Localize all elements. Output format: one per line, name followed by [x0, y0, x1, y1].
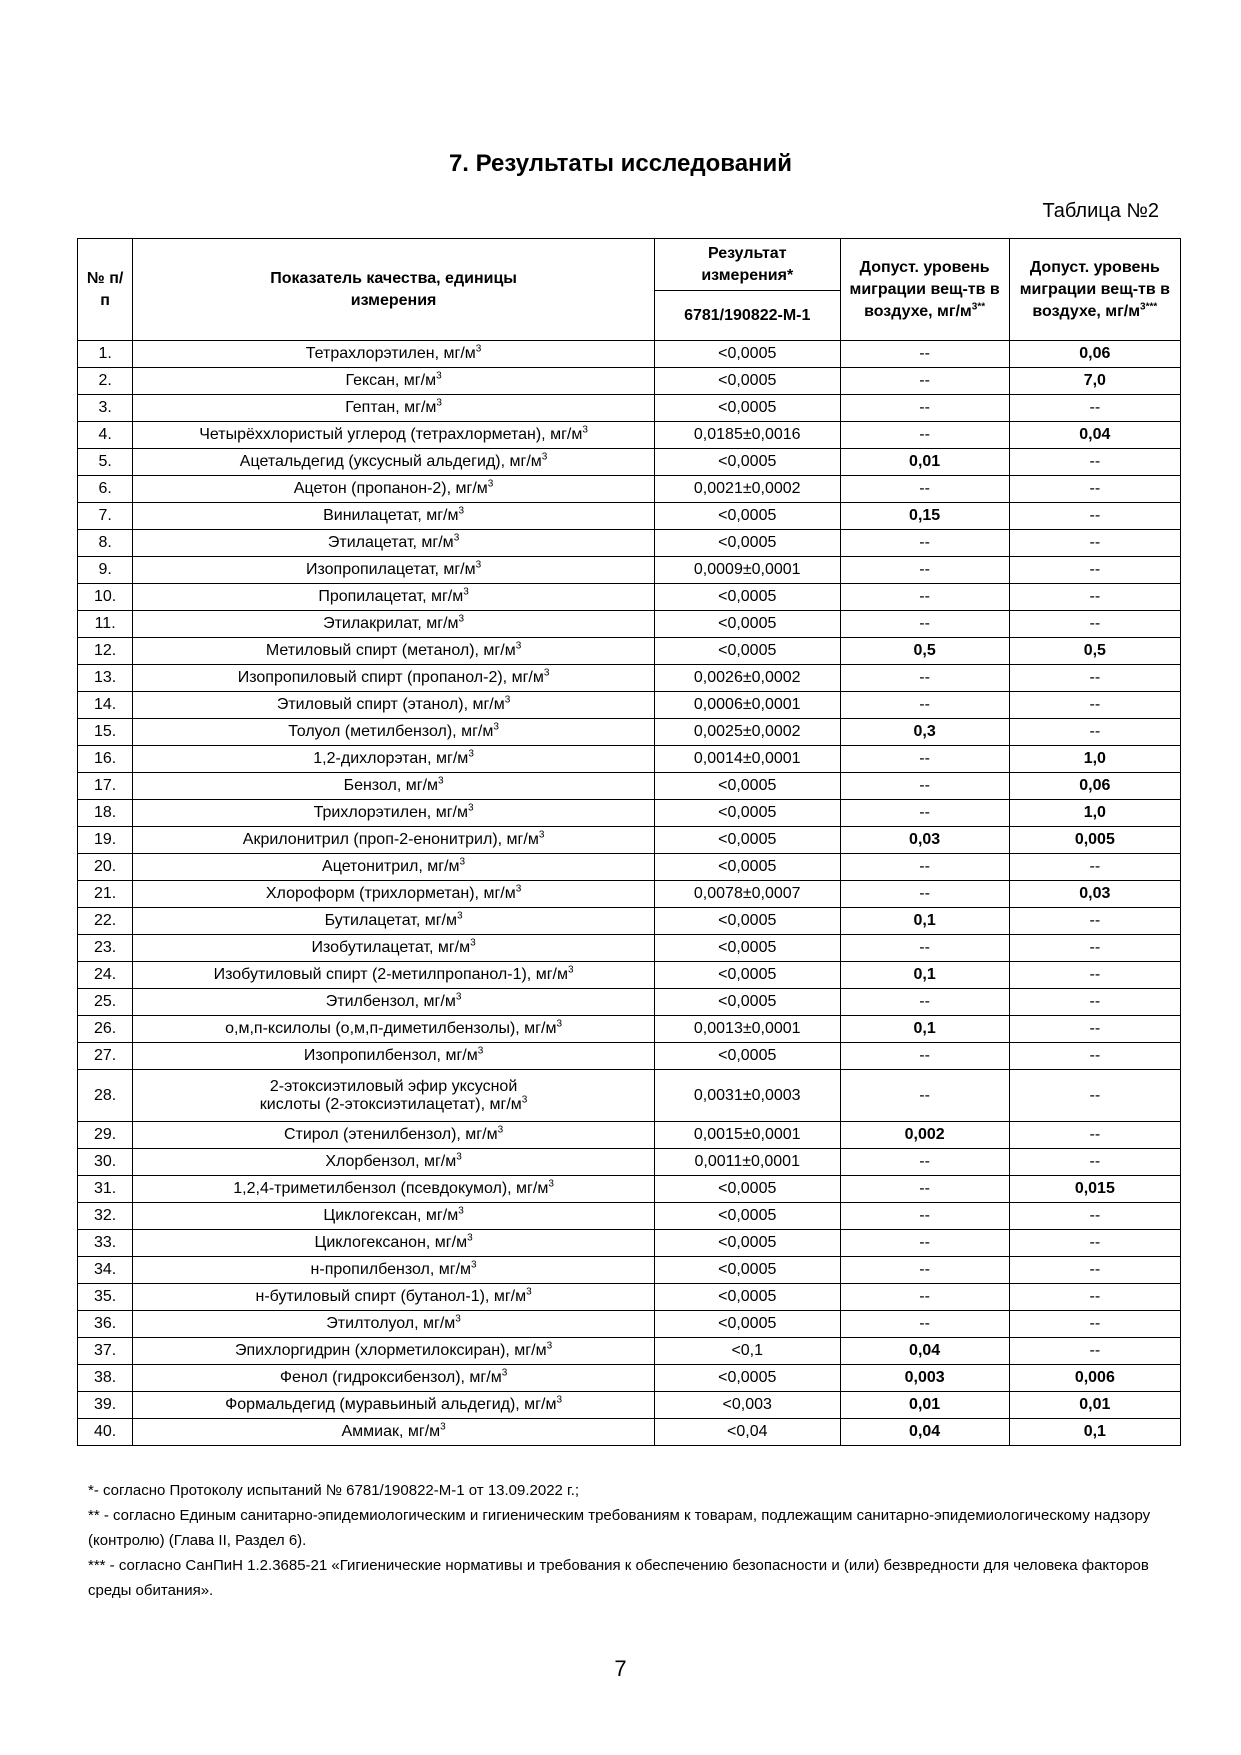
row-air-level: --	[840, 476, 1009, 503]
row-indicator: Тетрахлорэтилен, $мг/м^3$	[133, 341, 655, 368]
row-number: 35.	[78, 1284, 133, 1311]
row-air-level: --	[840, 422, 1009, 449]
row-air-level-2: --	[1009, 1311, 1180, 1338]
row-air-level-2: --	[1009, 1122, 1180, 1149]
row-number: 5.	[78, 449, 133, 476]
row-number: 16.	[78, 746, 133, 773]
row-result: <0,0005	[654, 935, 840, 962]
table-row	[78, 692, 1181, 719]
row-number: 38.	[78, 1365, 133, 1392]
table-row	[78, 422, 1181, 449]
row-indicator: Изобутиловый спирт (2-метилпропанол-1), $мг/м^3$	[133, 962, 655, 989]
row-air-level: 0,5	[840, 638, 1009, 665]
row-number: 30.	[78, 1149, 133, 1176]
row-number: 9.	[78, 557, 133, 584]
row-indicator: Винилацетат, $мг/м^3$	[133, 503, 655, 530]
row-result: <0,0005	[654, 395, 840, 422]
row-air-level: 0,04	[840, 1338, 1009, 1365]
row-indicator: Этилацетат, $мг/м^3$	[133, 530, 655, 557]
row-air-level: --	[840, 1149, 1009, 1176]
row-air-level-2: --	[1009, 692, 1180, 719]
row-air-level-2: --	[1009, 530, 1180, 557]
row-air-level: 0,04	[840, 1419, 1009, 1446]
row-air-level: --	[840, 530, 1009, 557]
row-number: 36.	[78, 1311, 133, 1338]
row-air-level: 0,01	[840, 1392, 1009, 1419]
row-air-level-2: --	[1009, 1257, 1180, 1284]
row-air-level: --	[840, 368, 1009, 395]
row-indicator: Изопропиловый спирт (пропанол-2), $мг/м^3$	[133, 665, 655, 692]
row-air-level: 0,3	[840, 719, 1009, 746]
row-result: <0,0005	[654, 800, 840, 827]
row-indicator: н-бутиловый спирт (бутанол-1), $мг/м^3$	[133, 1284, 655, 1311]
row-indicator: Изопропилацетат, $мг/м^3$	[133, 557, 655, 584]
row-number: 37.	[78, 1338, 133, 1365]
row-air-level-2: --	[1009, 989, 1180, 1016]
row-result: 0,0006±0,0001	[654, 692, 840, 719]
row-result: <0,0005	[654, 1311, 840, 1338]
row-number: 12.	[78, 638, 133, 665]
row-result: 0,0014±0,0001	[654, 746, 840, 773]
row-air-level: 0,03	[840, 827, 1009, 854]
row-indicator: 1,2-дихлорэтан, $мг/м^3$	[133, 746, 655, 773]
row-air-level-2: --	[1009, 665, 1180, 692]
row-number: 28.	[78, 1070, 133, 1122]
row-result: 0,0021±0,0002	[654, 476, 840, 503]
row-number: 11.	[78, 611, 133, 638]
table-row	[78, 773, 1181, 800]
footnotes	[88, 1478, 1178, 1603]
table-row	[78, 1392, 1181, 1419]
row-air-level-2: --	[1009, 962, 1180, 989]
row-air-level-2: --	[1009, 611, 1180, 638]
row-air-level: --	[840, 1311, 1009, 1338]
row-air-level: --	[840, 1176, 1009, 1203]
row-result: <0,0005	[654, 1365, 840, 1392]
row-air-level: --	[840, 1284, 1009, 1311]
row-result: <0,0005	[654, 854, 840, 881]
table-row	[78, 449, 1181, 476]
row-result: <0,0005	[654, 962, 840, 989]
row-result: <0,0005	[654, 773, 840, 800]
row-indicator: Циклогексан, $мг/м^3$	[133, 1203, 655, 1230]
row-number: 7.	[78, 503, 133, 530]
row-air-level-2: --	[1009, 908, 1180, 935]
row-indicator: Гексан, $мг/м^3$	[133, 368, 655, 395]
row-indicator: Ацетальдегид (уксусный альдегид), $мг/м^3$	[133, 449, 655, 476]
table-row	[78, 1043, 1181, 1070]
row-number: 2.	[78, 368, 133, 395]
header-result: Результат измерения*	[654, 239, 840, 291]
row-result: <0,0005	[654, 368, 840, 395]
page-number: 7	[614, 1656, 627, 1681]
row-result: 0,0078±0,0007	[654, 881, 840, 908]
row-air-level: --	[840, 665, 1009, 692]
row-indicator: Ацетон (пропанон-2), $мг/м^3$	[133, 476, 655, 503]
table-row	[78, 530, 1181, 557]
row-number: 4.	[78, 422, 133, 449]
row-air-level-2: --	[1009, 557, 1180, 584]
row-air-level-2: --	[1009, 449, 1180, 476]
row-indicator: Бензол, $мг/м^3$	[133, 773, 655, 800]
row-air-level: --	[840, 557, 1009, 584]
row-air-level-2: --	[1009, 584, 1180, 611]
row-air-level: --	[840, 935, 1009, 962]
row-indicator: Хлорбензол, $мг/м^3$	[133, 1149, 655, 1176]
row-indicator: Эпихлоргидрин (хлорметилоксиран), $мг/м^3$	[133, 1338, 655, 1365]
row-number: 1.	[78, 341, 133, 368]
row-air-level: --	[840, 1043, 1009, 1070]
row-result: <0,04	[654, 1419, 840, 1446]
row-air-level: --	[840, 881, 1009, 908]
row-air-level-2: 1,0	[1009, 800, 1180, 827]
row-indicator: Фенол (гидроксибензол), $мг/м^3$	[133, 1365, 655, 1392]
table-row	[78, 665, 1181, 692]
row-result: <0,0005	[654, 611, 840, 638]
row-indicator: о,м,п-ксилолы (о,м,п-диметилбензолы), $мг/м^3$	[133, 1016, 655, 1043]
row-air-level-2: --	[1009, 719, 1180, 746]
row-result: <0,0005	[654, 1203, 840, 1230]
row-result: 0,0025±0,0002	[654, 719, 840, 746]
row-indicator: Трихлорэтилен, $мг/м^3$	[133, 800, 655, 827]
row-number: 8.	[78, 530, 133, 557]
row-result: <0,1	[654, 1338, 840, 1365]
row-air-level-2: 0,5	[1009, 638, 1180, 665]
row-number: 3.	[78, 395, 133, 422]
row-air-level: 0,003	[840, 1365, 1009, 1392]
row-air-level-2: 0,06	[1009, 773, 1180, 800]
row-result: <0,0005	[654, 584, 840, 611]
table-row	[78, 935, 1181, 962]
table-row	[78, 1257, 1181, 1284]
row-indicator: Стирол (этенилбензол), $мг/м^3$	[133, 1122, 655, 1149]
table-row	[78, 1149, 1181, 1176]
row-air-level-2: --	[1009, 1043, 1180, 1070]
row-number: 18.	[78, 800, 133, 827]
table-row	[78, 1016, 1181, 1043]
row-indicator: 2-этоксиэтиловый эфир уксусной кислоты (2-этоксиэтилацетат), $мг/м^3$	[133, 1070, 655, 1122]
row-number: 10.	[78, 584, 133, 611]
row-air-level-2: 0,03	[1009, 881, 1180, 908]
row-air-level: --	[840, 611, 1009, 638]
row-air-level-2: 0,1	[1009, 1419, 1180, 1446]
table-row	[78, 800, 1181, 827]
row-result: <0,0005	[654, 827, 840, 854]
row-indicator: Изобутилацетат, $мг/м^3$	[133, 935, 655, 962]
row-result: 0,0013±0,0001	[654, 1016, 840, 1043]
row-number: 32.	[78, 1203, 133, 1230]
row-air-level-2: 7,0	[1009, 368, 1180, 395]
row-air-level-2: --	[1009, 935, 1180, 962]
row-air-level: --	[840, 1230, 1009, 1257]
row-number: 34.	[78, 1257, 133, 1284]
page-title: 7. Результаты исследований	[448, 150, 793, 177]
row-indicator: Бутилацетат, $мг/м^3$	[133, 908, 655, 935]
row-number: 31.	[78, 1176, 133, 1203]
row-indicator: Этилбензол, $мг/м^3$	[133, 989, 655, 1016]
row-air-level-2: 0,01	[1009, 1392, 1180, 1419]
footnote-2: ** - согласно Единым санитарно-эпидемиологическим и гигиеническим требованиям к товарам, подлежащим санитарно-эпидемиологическому надзору (контролю) (Глава II, Раздел 6).	[88, 1507, 1151, 1549]
table-row	[78, 854, 1181, 881]
row-number: 24.	[78, 962, 133, 989]
row-air-level: 0,15	[840, 503, 1009, 530]
row-indicator: Аммиак, $мг/м^3$	[133, 1419, 655, 1446]
header-air-level: Допуст. уровень миграции вещ-тв в воздухе, $мг/м^{3**}$	[840, 239, 1009, 341]
row-number: 19.	[78, 827, 133, 854]
row-air-level: --	[840, 773, 1009, 800]
table-row	[78, 584, 1181, 611]
header-num: № п/п	[78, 239, 133, 341]
row-air-level-2: --	[1009, 395, 1180, 422]
row-number: 29.	[78, 1122, 133, 1149]
row-result: 0,0031±0,0003	[654, 1070, 840, 1122]
row-result: <0,0005	[654, 989, 840, 1016]
row-number: 26.	[78, 1016, 133, 1043]
row-number: 17.	[78, 773, 133, 800]
row-indicator: Изопропилбензол, $мг/м^3$	[133, 1043, 655, 1070]
row-air-level-2: --	[1009, 1284, 1180, 1311]
row-number: 14.	[78, 692, 133, 719]
row-air-level-2: --	[1009, 1230, 1180, 1257]
row-result: 0,0026±0,0002	[654, 665, 840, 692]
row-result: <0,0005	[654, 638, 840, 665]
row-result: <0,0005	[654, 1176, 840, 1203]
row-air-level: --	[840, 395, 1009, 422]
row-air-level-2: --	[1009, 1016, 1180, 1043]
row-number: 22.	[78, 908, 133, 935]
table-row	[78, 395, 1181, 422]
table-row	[78, 1311, 1181, 1338]
row-air-level: 0,1	[840, 908, 1009, 935]
table-row	[78, 368, 1181, 395]
table-row	[78, 1365, 1181, 1392]
table-row	[78, 1419, 1181, 1446]
row-indicator: Метиловый спирт (метанол), $мг/м^3$	[133, 638, 655, 665]
row-result: <0,0005	[654, 1284, 840, 1311]
table-caption: Таблица №2	[1042, 200, 1159, 222]
row-indicator: Акрилонитрил (проп-2-енонитрил), $мг/м^3$	[133, 827, 655, 854]
row-indicator: Толуол (метилбензол), $мг/м^3$	[133, 719, 655, 746]
row-result: <0,0005	[654, 908, 840, 935]
table-row	[78, 989, 1181, 1016]
row-air-level-2: --	[1009, 503, 1180, 530]
table-row	[78, 1070, 1181, 1122]
header-result-sample: 6781/190822-М-1	[654, 291, 840, 341]
row-air-level-2: 0,06	[1009, 341, 1180, 368]
table-row	[78, 1338, 1181, 1365]
row-air-level: --	[840, 341, 1009, 368]
row-air-level-2: 0,04	[1009, 422, 1180, 449]
row-indicator: Формальдегид (муравьиный альдегид), $мг/м^3$	[133, 1392, 655, 1419]
row-result: 0,0185±0,0016	[654, 422, 840, 449]
row-result: <0,003	[654, 1392, 840, 1419]
row-result: <0,0005	[654, 341, 840, 368]
row-number: 39.	[78, 1392, 133, 1419]
row-air-level-2: --	[1009, 854, 1180, 881]
row-indicator: Четырёххлористый углерод (тетрахлорметан), $мг/м^3$	[133, 422, 655, 449]
row-indicator: Хлороформ (трихлорметан), $мг/м^3$	[133, 881, 655, 908]
table-row	[78, 1203, 1181, 1230]
row-air-level-2: 0,006	[1009, 1365, 1180, 1392]
row-result: <0,0005	[654, 1230, 840, 1257]
table-row	[78, 1230, 1181, 1257]
row-air-level: --	[840, 1070, 1009, 1122]
row-air-level-2: --	[1009, 1203, 1180, 1230]
table-row	[78, 638, 1181, 665]
row-air-level-2: --	[1009, 1070, 1180, 1122]
row-number: 40.	[78, 1419, 133, 1446]
row-number: 20.	[78, 854, 133, 881]
table-row	[78, 557, 1181, 584]
row-indicator: Пропилацетат, $мг/м^3$	[133, 584, 655, 611]
row-indicator: н-пропилбензол, $мг/м^3$	[133, 1257, 655, 1284]
row-air-level-2: --	[1009, 476, 1180, 503]
table-row	[78, 476, 1181, 503]
row-number: 6.	[78, 476, 133, 503]
footnote-3: *** - согласно СанПиН 1.2.3685-21 «Гигиенические нормативы и требования к обеспечению безопасности и (или) безвредности для человека факторов среды обитания».	[88, 1557, 1149, 1599]
row-air-level-2: --	[1009, 1149, 1180, 1176]
table-row	[78, 1176, 1181, 1203]
row-indicator: Этилтолуол, $мг/м^3$	[133, 1311, 655, 1338]
header-indicator: Показатель качества, единицы измерения	[133, 239, 655, 341]
row-result: 0,0009±0,0001	[654, 557, 840, 584]
row-indicator: Этилакрилат, $мг/м^3$	[133, 611, 655, 638]
row-air-level: --	[840, 800, 1009, 827]
row-air-level: 0,1	[840, 962, 1009, 989]
row-air-level: --	[840, 854, 1009, 881]
table-row	[78, 503, 1181, 530]
row-result: <0,0005	[654, 449, 840, 476]
table-row	[78, 341, 1181, 368]
table-row	[78, 719, 1181, 746]
table-row	[78, 908, 1181, 935]
table-row	[78, 1122, 1181, 1149]
row-result: 0,0015±0,0001	[654, 1122, 840, 1149]
table-body	[78, 341, 1181, 1446]
row-air-level: --	[840, 584, 1009, 611]
row-result: <0,0005	[654, 1257, 840, 1284]
row-number: 23.	[78, 935, 133, 962]
row-result: <0,0005	[654, 1043, 840, 1070]
row-indicator: Циклогексанон, $мг/м^3$	[133, 1230, 655, 1257]
row-result: 0,0011±0,0001	[654, 1149, 840, 1176]
row-air-level: --	[840, 1257, 1009, 1284]
row-indicator: Этиловый спирт (этанол), $мг/м^3$	[133, 692, 655, 719]
row-number: 15.	[78, 719, 133, 746]
row-result: <0,0005	[654, 530, 840, 557]
row-air-level: --	[840, 692, 1009, 719]
row-indicator: 1,2,4-триметилбензол (псевдокумол), $мг/м^3$	[133, 1176, 655, 1203]
row-air-level-2: 0,015	[1009, 1176, 1180, 1203]
row-air-level: 0,002	[840, 1122, 1009, 1149]
row-air-level: 0,01	[840, 449, 1009, 476]
table-row	[78, 1284, 1181, 1311]
table-row	[78, 881, 1181, 908]
row-number: 25.	[78, 989, 133, 1016]
row-air-level: 0,1	[840, 1016, 1009, 1043]
row-number: 13.	[78, 665, 133, 692]
row-air-level-2: 1,0	[1009, 746, 1180, 773]
row-air-level: --	[840, 1203, 1009, 1230]
footnote-1: *- согласно Протоколу испытаний № 6781/190822-М-1 от 13.09.2022 г.;	[88, 1482, 580, 1499]
table-row	[78, 962, 1181, 989]
table-row	[78, 611, 1181, 638]
header-air-level-2: Допуст. уровень миграции вещ-тв в воздухе, $мг/м^{3***}$	[1009, 239, 1180, 341]
row-air-level-2: 0,005	[1009, 827, 1180, 854]
row-air-level: --	[840, 989, 1009, 1016]
row-number: 21.	[78, 881, 133, 908]
table-row	[78, 827, 1181, 854]
row-indicator: Гептан, $мг/м^3$	[133, 395, 655, 422]
results-table	[77, 238, 1181, 1446]
row-air-level: --	[840, 746, 1009, 773]
table-row	[78, 746, 1181, 773]
row-number: 33.	[78, 1230, 133, 1257]
row-air-level-2: --	[1009, 1338, 1180, 1365]
row-result: <0,0005	[654, 503, 840, 530]
row-number: 27.	[78, 1043, 133, 1070]
row-indicator: Ацетонитрил, $мг/м^3$	[133, 854, 655, 881]
